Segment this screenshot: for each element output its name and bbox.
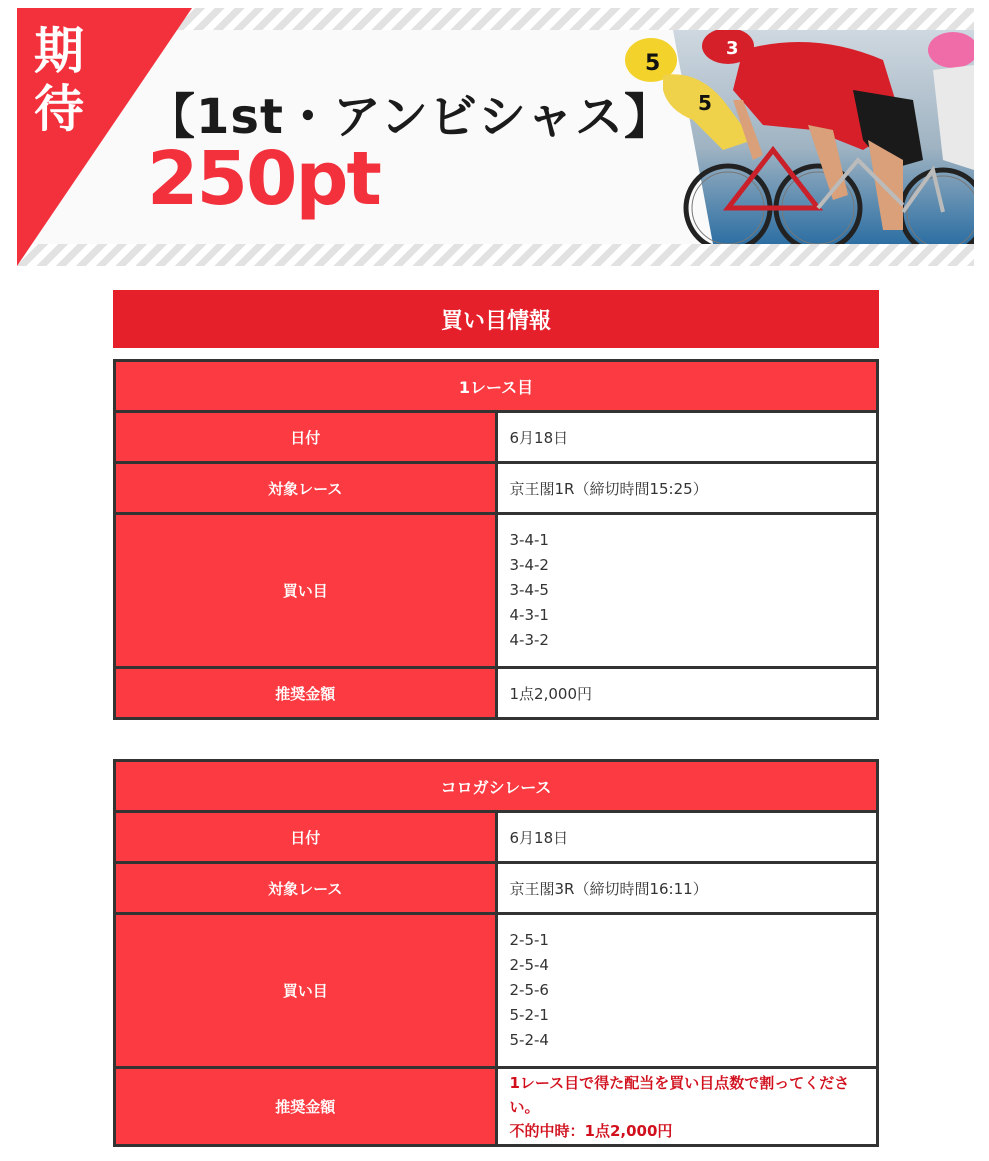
race-label: 対象レース <box>115 863 497 914</box>
pick-item: 4-3-1 <box>509 606 549 624</box>
date-value: 6月18日 <box>496 812 878 863</box>
race-caption: 1レース目 <box>115 361 878 412</box>
amount-note-line: 1レース目で得た配当を買い目点数で割ってください。 <box>509 1073 850 1116</box>
date-value: 6月18日 <box>496 412 878 463</box>
race-label: 対象レース <box>115 463 497 514</box>
picks-label: 買い目 <box>115 514 497 668</box>
table-row <box>115 463 878 514</box>
amount-label: 推奨金額 <box>115 668 497 719</box>
table-row <box>115 914 878 1068</box>
amount-note <box>496 1068 878 1146</box>
pick-item: 3-4-2 <box>509 556 549 574</box>
pick-item: 3-4-1 <box>509 531 549 549</box>
race-value: 京王閣3R（締切時間16:11） <box>496 863 878 914</box>
banner-badge <box>29 22 89 138</box>
pick-item: 2-5-1 <box>509 931 549 949</box>
table-caption-row <box>115 761 878 812</box>
pick-item: 2-5-6 <box>509 981 549 999</box>
picks-label: 買い目 <box>115 914 497 1068</box>
race-value: 京王閣1R（締切時間15:25） <box>496 463 878 514</box>
badge-char-2: 待 <box>34 80 84 138</box>
date-label: 日付 <box>115 812 497 863</box>
table-row <box>115 812 878 863</box>
pick-item: 2-5-4 <box>509 956 549 974</box>
svg-text:5: 5 <box>698 91 712 115</box>
pick-item: 5-2-4 <box>509 1031 549 1049</box>
race-table-2 <box>113 759 879 1147</box>
race-caption: コロガシレース <box>115 761 878 812</box>
picks-list <box>496 514 878 668</box>
table-row <box>115 514 878 668</box>
plan-points: 250pt <box>147 136 380 222</box>
amount-label: 推奨金額 <box>115 1068 497 1146</box>
table-row <box>115 412 878 463</box>
date-label: 日付 <box>115 412 497 463</box>
keirin-riders-photo <box>603 30 974 244</box>
amount-value: 1点2,000円 <box>496 668 878 719</box>
race-table-1 <box>113 359 879 720</box>
table-row <box>115 668 878 719</box>
picks-list <box>496 914 878 1068</box>
pick-item: 4-3-2 <box>509 631 549 649</box>
table-row <box>115 1068 878 1146</box>
table-row <box>115 863 878 914</box>
pick-item: 5-2-1 <box>509 1006 549 1024</box>
svg-text:3: 3 <box>726 38 739 59</box>
pick-item: 3-4-5 <box>509 581 549 599</box>
badge-char-1: 期 <box>34 22 84 80</box>
svg-text:5: 5 <box>645 51 661 76</box>
section-title: 買い目情報 <box>113 290 879 348</box>
plan-title: 【1st・アンビシャス】 <box>147 89 674 145</box>
amount-note-line: 不的中時：1点2,000円 <box>509 1121 673 1140</box>
promo-banner <box>17 8 974 266</box>
table-caption-row <box>115 361 878 412</box>
